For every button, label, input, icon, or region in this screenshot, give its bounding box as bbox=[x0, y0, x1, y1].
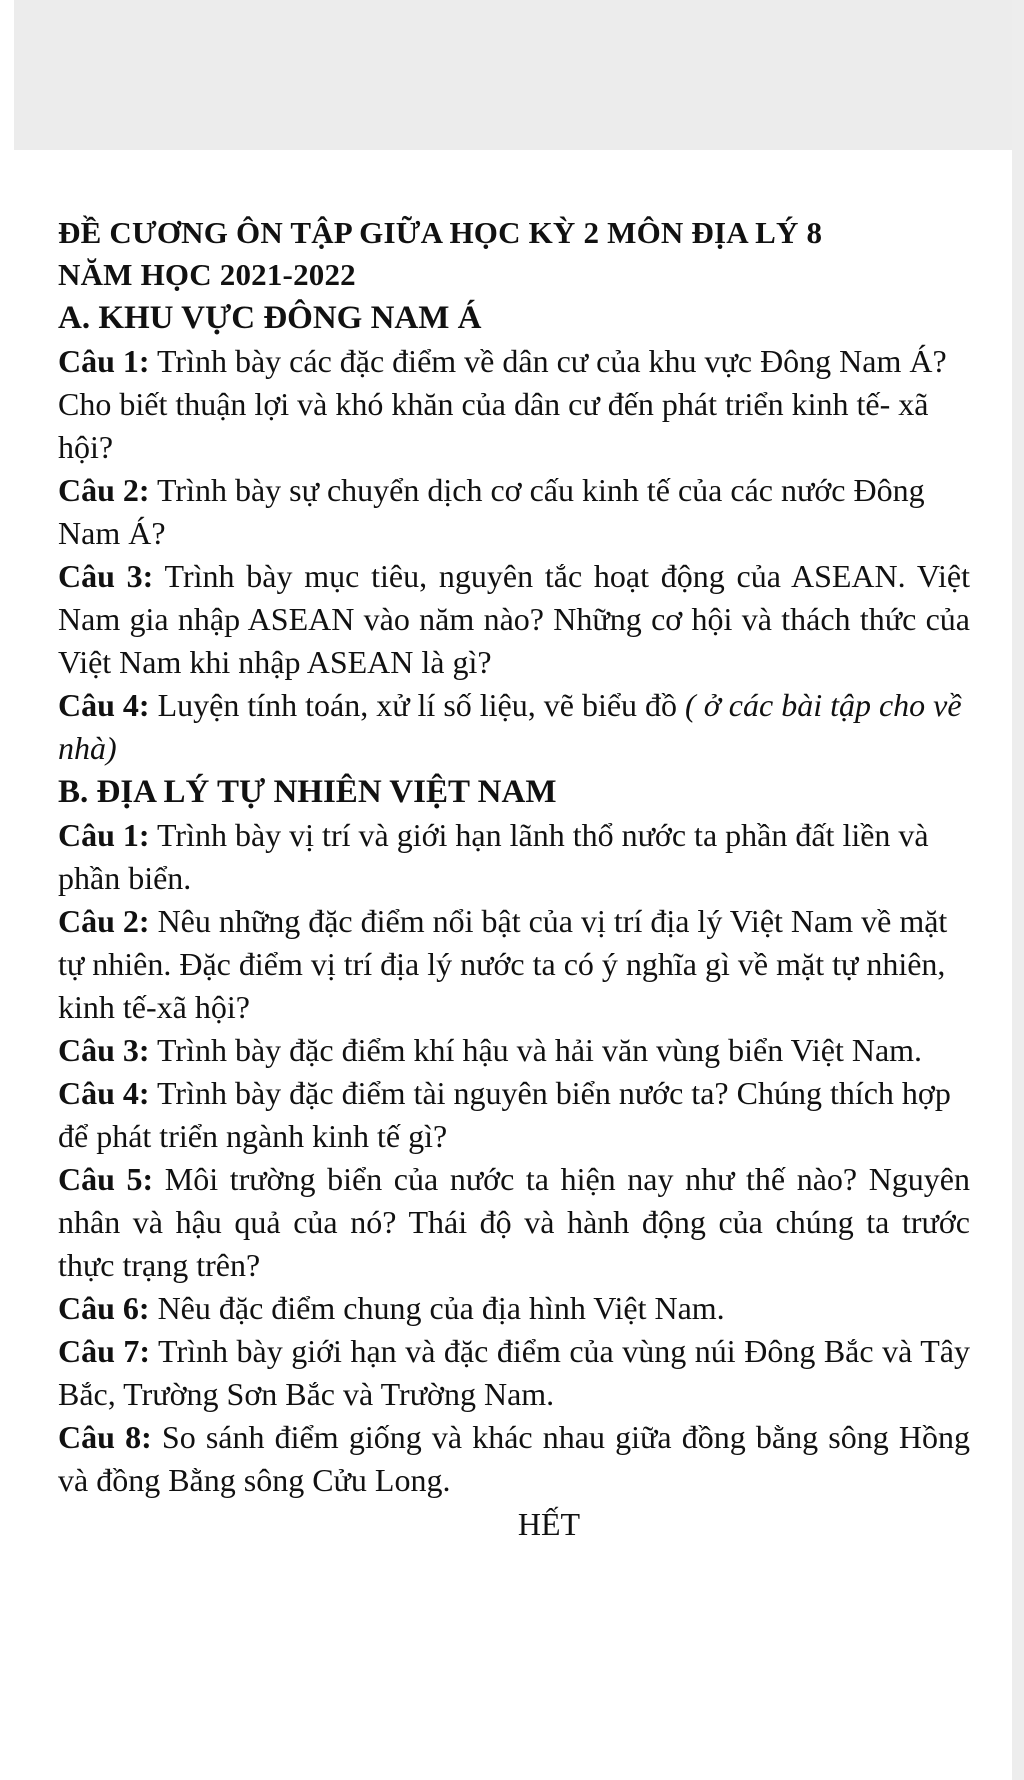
document-content bbox=[58, 212, 970, 1546]
question-label: Câu 8: bbox=[58, 1419, 152, 1455]
left-edge bbox=[0, 0, 14, 1780]
question-text: Trình bày vị trí và giới hạn lãnh thổ nước ta phần đất liền và phần biển. bbox=[58, 817, 929, 896]
question-label: Câu 1: bbox=[58, 817, 150, 853]
section-a-question-2 bbox=[58, 469, 970, 555]
right-edge bbox=[1012, 0, 1024, 1780]
question-label: Câu 3: bbox=[58, 1032, 150, 1068]
question-note: ( ở các bài tập cho về nhà) bbox=[58, 687, 962, 766]
question-text: So sánh điểm giống và khác nhau giữa đồng bằng sông Hồng và đồng Bằng sông Cửu Long. bbox=[58, 1419, 971, 1498]
end-marker: HẾT bbox=[517, 1506, 581, 1542]
question-text: Luyện tính toán, xử lí số liệu, vẽ biểu đồ bbox=[149, 687, 686, 723]
top-gray-band bbox=[14, 0, 1012, 150]
section-b-question-3 bbox=[58, 1029, 970, 1072]
section-b-question-4 bbox=[58, 1072, 970, 1158]
question-label: Câu 7: bbox=[58, 1333, 151, 1369]
section-b-heading: B. ĐỊA LÝ TỰ NHIÊN VIỆT NAM bbox=[58, 774, 557, 810]
question-label: Câu 1: bbox=[58, 343, 150, 379]
question-label: Câu 4: bbox=[58, 687, 150, 723]
question-text: Nêu những đặc điểm nổi bật của vị trí địa lý Việt Nam về mặt tự nhiên. Đặc điểm vị trí địa lý nước ta có ý nghĩa gì về mặt tự nhiên, kinh tế-xã hội? bbox=[58, 903, 948, 1025]
question-label: Câu 3: bbox=[58, 558, 154, 594]
section-b-question-7 bbox=[58, 1330, 970, 1416]
question-text: Nêu đặc điểm chung của địa hình Việt Nam. bbox=[149, 1290, 725, 1326]
section-a-question-1 bbox=[58, 340, 970, 469]
document-title-line-2: NĂM HỌC 2021-2022 bbox=[58, 257, 356, 292]
question-label: Câu 4: bbox=[58, 1075, 150, 1111]
question-text: Trình bày đặc điểm khí hậu và hải văn vùng biển Việt Nam. bbox=[149, 1032, 923, 1068]
question-label: Câu 5: bbox=[58, 1161, 154, 1197]
section-b-question-5 bbox=[58, 1158, 970, 1287]
section-b-question-1 bbox=[58, 814, 970, 900]
question-text: Trình bày các đặc điểm về dân cư của khu vực Đông Nam Á? Cho biết thuận lợi và khó khăn của dân cư đến phát triển kinh tế- xã hội? bbox=[58, 343, 947, 465]
question-text: Trình bày mục tiêu, nguyên tắc hoạt động của ASEAN. Việt Nam gia nhập ASEAN vào năm nào? Những cơ hội và thách thức của Việt Nam khi nhập ASEAN là gì? bbox=[58, 558, 971, 680]
question-label: Câu 2: bbox=[58, 903, 150, 939]
section-b-question-2 bbox=[58, 900, 970, 1029]
question-text: Môi trường biển của nước ta hiện nay như thế nào? Nguyên nhân và hậu quả của nó? Thái độ và hành động của chúng ta trước thực trạng trên? bbox=[58, 1161, 971, 1283]
question-text: Trình bày giới hạn và đặc điểm của vùng núi Đông Bắc và Tây Bắc, Trường Sơn Bắc và Trường Nam. bbox=[58, 1333, 971, 1412]
question-text: Trình bày đặc điểm tài nguyên biển nước ta? Chúng thích hợp để phát triển ngành kinh tế gì? bbox=[58, 1075, 951, 1154]
question-text: Trình bày sự chuyển dịch cơ cấu kinh tế của các nước Đông Nam Á? bbox=[58, 472, 925, 551]
section-a-question-4 bbox=[58, 684, 970, 770]
section-b-question-8 bbox=[58, 1416, 970, 1502]
question-label: Câu 6: bbox=[58, 1290, 150, 1326]
section-b-question-6 bbox=[58, 1287, 970, 1330]
section-a-heading: A. KHU VỰC ĐÔNG NAM Á bbox=[58, 300, 482, 336]
question-label: Câu 2: bbox=[58, 472, 150, 508]
section-a-question-3 bbox=[58, 555, 970, 684]
document-title-line-1: ĐỀ CƯƠNG ÔN TẬP GIỮA HỌC KỲ 2 MÔN ĐỊA LÝ 8 bbox=[58, 215, 823, 250]
